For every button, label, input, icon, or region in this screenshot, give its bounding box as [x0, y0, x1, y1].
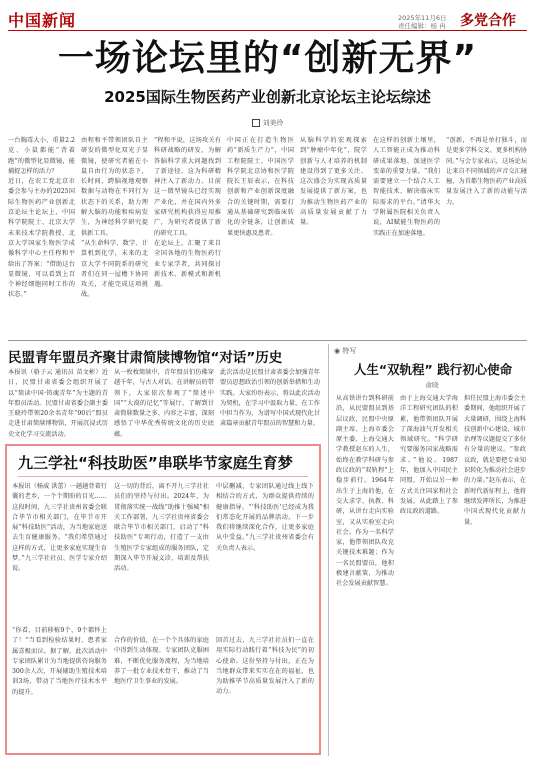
league-column-1: 本报讯（骆子云 通讯员 苗文彬）近日，民盟甘肃省委会组织开展了以“简读中国·铸魂青年”为主题的青年盟员活动。民盟甘肃省委会副主委王晓玲带领20余名青年“90后”盟员走进甘肃简牍博物馆，开展沉浸式历史文化学习交流活动。: [8, 369, 108, 438]
feature-headline[interactable]: 一场论坛里的“创新无界”: [57, 38, 478, 79]
profile-column-1: 从高铁讲台到科研前沿，从民盟盟员到基层议政，民盟中央原副主席、上海市委会原主委、上海交通大学教授赵东的人生，始终在教学科研与参政议政的“双轨程”上稳步前行。1964年出生于上海的他，在交大求学、执教、科研，从讲台走向实验室，又从实验室走向社会。作为一名科学家，他带领团队攻克关键技术难题；作为一名民盟盟员，他积极建言献策，为推动社会发展贡献智慧。: [336, 395, 394, 588]
feature-column-6: 在这样的创新土壤里，人工智能正成为推动科研成果落地、加速医学变革的重要力量。“我们需要建立一个结合人工智能技术、解决临床实际需求的平台。”清华大学附属医院相关负责人说，AI赋能生物医药的实践正在加速落地。: [373, 137, 440, 237]
feature-column-2: 由程和平带领团队自主研发的微型化双光子显微镜，使研究者能在小鼠自由行为的状态下，长时间、跨脑视地观察数据与动物在不同行为状态下的关系，助力理解大脑的功能和疾病发生，为神经科学研究提供新工具。 “从生命科学、数学、计算机到化学，未来的北京大学不同院系的研究者们在同一屋檐下协同攻关，才能完成这项挑战。: [81, 137, 148, 299]
profile-article-title[interactable]: 人生“双轨程” 践行初心使命: [353, 362, 513, 377]
profile-byline: 俞晓: [425, 381, 439, 389]
highlight-column-2b: 合作的价值，在一个个具体的家庭中得到生动体现。专家团队克服困难，不断优化服务流程，为当地培养了一批专业技术骨干，推动了当地医疗卫生事业的发展。: [114, 637, 209, 686]
column-divider: [328, 344, 329, 756]
masthead-logo: 中国新闻: [8, 11, 77, 30]
league-column-2: 从一枚枚简牍中，青年盟员们仿佛穿越千年，与古人对话。在讲解员的带领下，大家依次参观了“简述中国”“大漠的记忆”等展厅，了解到甘肃简牍数量之多、内容之丰富，深刻感悟了中华优秀传统文化的历史底蕴。: [114, 369, 214, 438]
highlight-column-3b: 回首过去，九三学社社员们一直在用实际行动践行着“科技为民”的初心使命。这份坚持与付出，正在为当地群众带来实实在在的福祉，也为助推毕节高质量发展注入了新的动力。: [216, 637, 314, 696]
issue-editor: 责任编辑：杨 冉: [398, 22, 446, 30]
league-column-3: 此次活动是民盟甘肃省委会加强青年盟员思想政治引领的创新举措和生动实践。大家纷纷表示，将以此次活动为契机，在学习中汲取力量，在工作中担当作为，为谱写中国式现代化甘肃篇章贡献青年盟员的智慧和力量。: [220, 369, 320, 428]
highlight-title-rule: [18, 476, 308, 477]
feature-column-5: 从脑科学的宏观探索到“肿瘤中年化”，院学创新与人才培养的机制建设得到了更多关注。这次盛会为实现高质量发展提供了新方案，也为推动生物医药产业的高质量发展贡献了力量。: [300, 137, 367, 227]
feature-column-3: ”程和平说，这场攻关有科研战略的研发，为解答脑科学重大问题找到了新途径，这为科研精神注入了新动力。目前这一微型镜头已经实现产业化，并在国内外多家研究机构获得应用推广，为研究者提供了新的研究工具。 在论坛上，汇聚了来自全国各地的生物医药行业专家学者，共同探讨新技术、新模式和新机遇。: [154, 137, 221, 289]
highlight-article-title[interactable]: 九三学社“科技助医”串联毕节家庭生育梦: [18, 454, 293, 472]
byline-marker-icon: [252, 119, 260, 127]
league-article-title[interactable]: 民盟青年盟员齐聚甘肃简牍博物馆“对话”历史: [8, 350, 283, 366]
feature-column-7: “创新，不再是单打独斗，而是更多学科交叉、更多机构协同。”与会专家表示，这场论坛让来自不同领域的声音交汇碰撞，为首都生物医药产业高质量发展注入了新的动能与活力。: [446, 137, 527, 206]
highlight-column-1: 本报讯（杨威 洪蕾）一趟趟背着行囊的老乡，一个个期盼的目光……这段时间，九三学社贵州省委会联合毕节市相关部门，在毕节市开展“科技助医”活动，为当地家庭送去生育健康服务。“我们希望通过这样的方式，让更多家庭实现生育梦。”九三学社社员、医学专家介绍说。: [12, 483, 107, 573]
feature-column-1: 一台胸毒大小、重量2.2克、小鼠都能“背着跑”的微型化显微镜，能捕捉怎样的活力？ 近日，在农工党北京市委会参与主办的2025国际生物医药产业创新北京论坛主论坛上，中国科学院院士、北京大学未来技术学院教授、北京大学国家生物医学成像科学中心主任程和平给出了答案：“借助这台显微镜，可以看到上百个神经细胞同时工作的状态。”: [8, 137, 75, 299]
profile-column-3: 担任民盟上海市委会主委期间，他组织开展了大量调研，围绕上海科技创新中心建设、城市治理等议题提交了多份有分量的建议。“参政议政，就是要把专业知识转化为推动社会进步的力量。”赵东表示，在新时代新征程上，他将继续发挥所长，为推进中国式现代化贡献力量。: [464, 395, 526, 526]
highlight-column-2: 这一切的背后，离不开九三学社社员们的坚持与付出。2024年，为贯彻落实统一战线“助推十强城”相关工作部署，九三学社贵州省委会联合毕节市相关部门，启动了“科技助医”专项行动，打造了一支由生殖医学专家组成的服务团队，定期深入毕节开展义诊、培训及帮扶活动。: [114, 483, 209, 573]
highlight-column-3: 中层删减，专家团队通过线上线下相结合的方式，为群众提供持续的健康指导。“‘科技助医’已经成为我们常态化开展的品牌活动，下一步我们将继续深化合作，让更多家庭从中受益。”九三学社贵州省委会有关负责人表示。: [216, 483, 314, 552]
feature-subheadline: 2025国际生物医药产业创新北京论坛主论坛综述: [104, 88, 431, 106]
feature-tag: ◉ 特写: [334, 347, 357, 355]
section-divider: [8, 340, 527, 341]
feature-column-4: 中国正在打造生物医药“新质生产力”，中国工程院院士、中国医学科学院北京协和医学院院长王辰表示，在科技创新和产业创新深度融合的关键时期，需要打通从基础研究到临床转化的全链条，让创新成果更快惠及患者。: [227, 137, 294, 237]
issue-date: 2025年11月6日: [398, 14, 447, 22]
issue-meta: [398, 14, 446, 30]
feature-byline: 刘美伶: [0, 118, 535, 128]
highlight-column-1b: “你看，目前移植9个、9个都怀上了！”当看到检验结果时，患者家属喜极而泣。据了解，此次活动中专家团队累计为当地提供咨询服务300余人次，开展辅助生殖技术培训3场，带动了当地医疗技术水平的提升。: [12, 627, 107, 696]
profile-column-2: 由于上海交通大学海洋工程研究团队的积累，他带领团队开展了深海油气开发相关领域研究。“科学研究要服务国家战略需求。”他说。1987年，他加入中国民主同盟，开始以另一种方式关注国家和社会发展，从此踏上了参政议政的道路。: [400, 395, 458, 516]
tag-icon: ◉: [334, 347, 341, 355]
section-title: 多党合作: [460, 13, 516, 29]
